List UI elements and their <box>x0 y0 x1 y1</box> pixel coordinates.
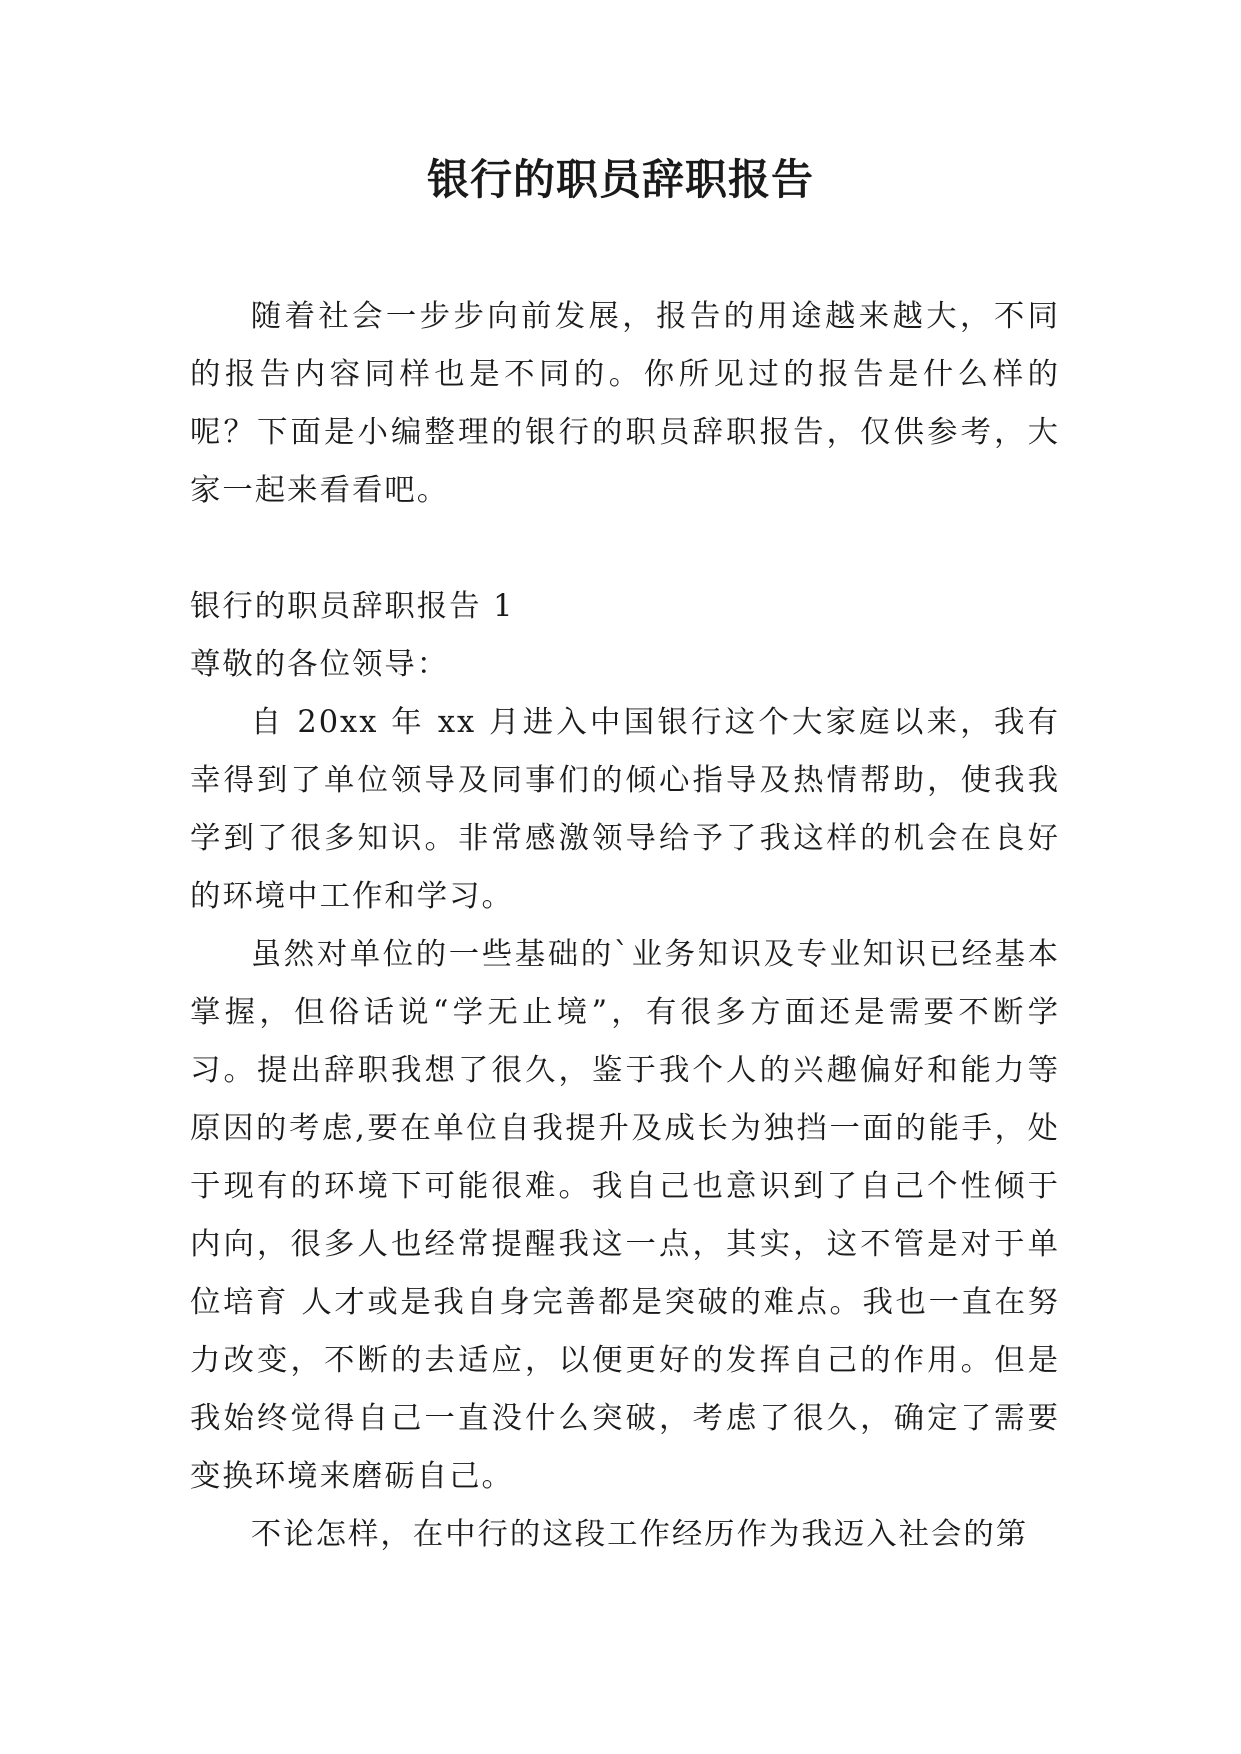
section-heading: 银行的职员辞职报告 1 <box>190 589 515 624</box>
body-paragraph-3: 不论怎样，在中行的这段工作经历作为我迈入社会的第 <box>250 1517 1029 1552</box>
body-paragraph-1: 自 20xx 年 xx 月进入中国银行这个大家庭以来，我有幸得到了单位领导及同事们的倾心指导及热情帮助，使我我学到了很多知识。非常感激领导给予了我这样的机会在良好的环境中工作和学习。 <box>190 705 1060 914</box>
paragraph-spacer <box>190 520 1060 578</box>
intro-paragraph: 随着社会一步步向前发展，报告的用途越来越大，不同的报告内容同样也是不同的。你所见过的报告是什么样的呢？下面是小编整理的银行的职员辞职报告，仅供参考，大家一起来看看吧。 <box>190 299 1060 508</box>
salutation: 尊敬的各位领导： <box>190 647 450 682</box>
document-body <box>190 288 1060 1564</box>
body-paragraph-2: 虽然对单位的一些基础的`业务知识及专业知识已经基本掌握，但俗话说“学无止境”，有很多方面还是需要不断学习。提出辞职我想了很久，鉴于我个人的兴趣偏好和能力等原因的考虑,要在单位自我提升及成长为独挡一面的能手，处于现有的环境下可能很难。我自己也意识到了自己个性倾于内向，很多人也经常提醒我这一点，其实，这不管是对于单位培育 人才或是我自身完善都是突破的难点。我也一直在努力改变，不断的去适应，以便更好的发挥自己的作用。但是我始终觉得自己一直没什么突破，考虑了很久，确定了需要变换环境来磨砺自己。 <box>190 937 1060 1494</box>
document-title: 银行的职员辞职报告 <box>426 155 814 204</box>
